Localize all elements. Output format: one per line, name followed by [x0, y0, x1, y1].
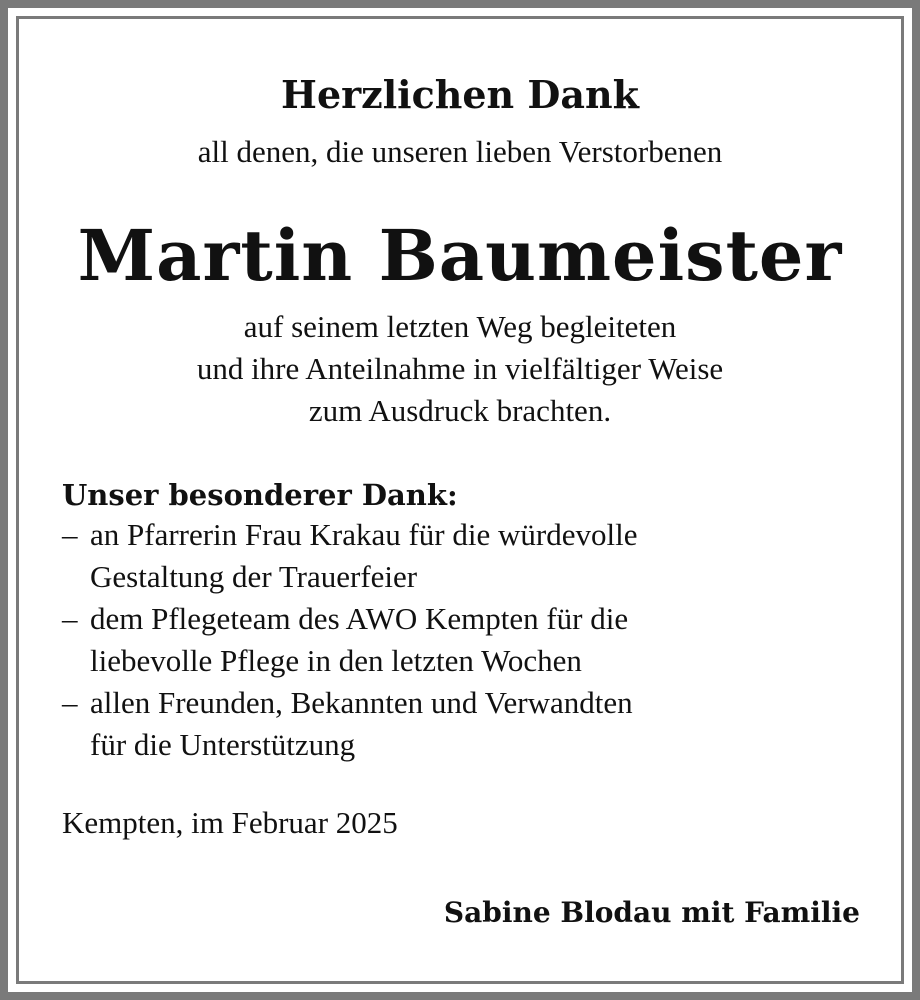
- signature: Sabine Blodau mit Familie: [443, 896, 860, 929]
- dash-bullet: –: [62, 517, 78, 552]
- dash-bullet: –: [62, 601, 78, 636]
- special-thanks-heading: Unser besonderer Dank:: [62, 478, 458, 512]
- special-thanks-list: [62, 514, 882, 766]
- body-line: und ihre Anteilnahme in vielfältiger Weise: [196, 351, 724, 386]
- thanks-item: [62, 682, 882, 766]
- thanks-item-line: an Pfarrerin Frau Krakau für die würdevolle: [90, 517, 638, 552]
- thanks-item-line: Gestaltung der Trauerfeier: [90, 559, 418, 594]
- intro-text: all denen, die unseren lieben Verstorbenen: [197, 134, 723, 169]
- thanks-item-line: dem Pflegeteam des AWO Kempten für die: [90, 601, 629, 636]
- thanks-item-line: liebevolle Pflege in den letzten Wochen: [90, 643, 582, 678]
- place-date: Kempten, im Februar 2025: [62, 805, 398, 840]
- thanks-item-line: für die Unterstützung: [90, 727, 356, 762]
- body-text: [0, 306, 920, 432]
- thanks-item: [62, 598, 882, 682]
- thanks-item-line: allen Freunden, Bekannten und Verwandten: [90, 685, 633, 720]
- body-line: auf seinem letzten Weg begleiteten: [243, 309, 677, 344]
- notice-heading: Herzlichen Dank: [281, 72, 639, 117]
- dash-bullet: –: [62, 685, 78, 720]
- thanks-item: [62, 514, 882, 598]
- deceased-name: Martin Baumeister: [77, 214, 843, 297]
- body-line: zum Ausdruck brachten.: [308, 393, 612, 428]
